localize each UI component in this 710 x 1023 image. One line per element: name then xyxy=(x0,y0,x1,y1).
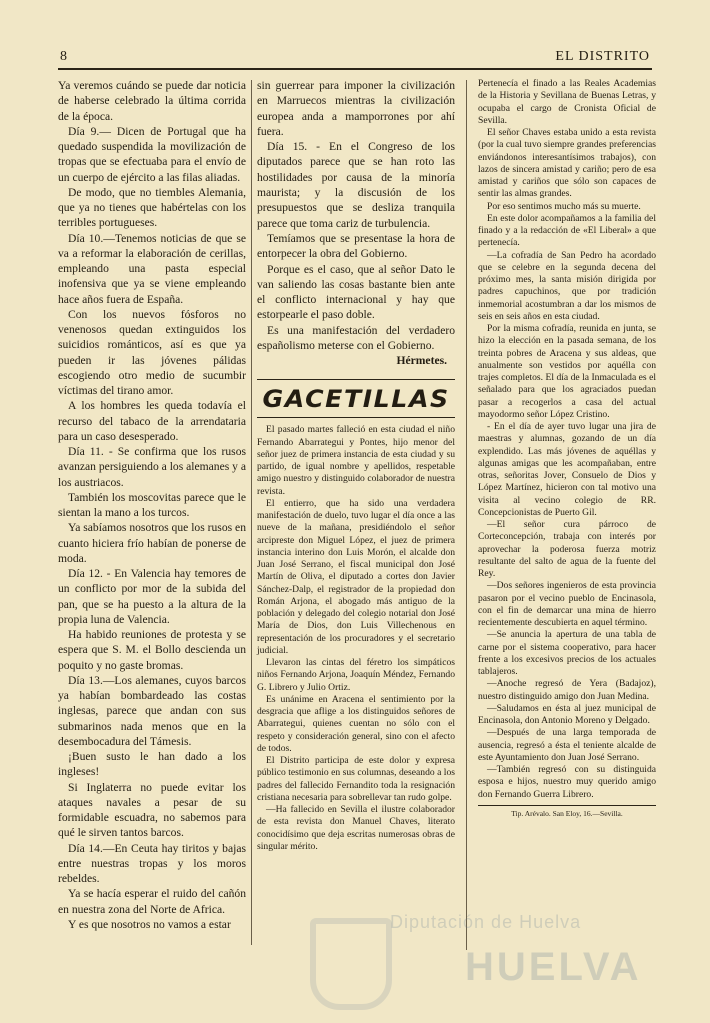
section-banner xyxy=(257,379,455,418)
paragraph: —El señor cura párroco de Corteconcepción, trabaja con interés por aprovechar la poderosa fuerza motriz resultante del salto de agua de la fuente del Rey. xyxy=(478,519,656,579)
paragraph: —La cofradía de San Pedro ha acordado que se celebre en la segunda decena del próximo mes, la santa misión dirigida por padres capuchinos, que por tradición inmemorial acostumbran a dar los mismos de seis en seis años en esta ciudad. xyxy=(478,249,656,322)
paragraph: De modo, que no tiembles Alemania, que ya no tienes que habértelas con los terribles portugueses. xyxy=(58,185,246,230)
paragraph: Es unánime en Aracena el sentimiento por la desgracia que aflige a los distinguidos señores de Abarrategui, quienes cuentan no sólo con el respeto y consideración general, sino con el afecto de todos. xyxy=(257,693,455,754)
paragraph: Por la misma cofradía, reunida en junta, se hizo la elección en la pasada semana, de los treinta pobres de Aracena y sus aldeas, que anualmente son vestidos por aquélla con trajes completos. El día de la Inmaculada es el señalado para que los agraciados puedan pasar a recogerlos a casa del actual mayodormo señor López Cristino. xyxy=(478,323,656,420)
paragraph: A los hombres les queda todavía el recurso del tabaco de la arrendataria para un caso desesperado. xyxy=(58,399,246,443)
paragraph: Ya se hacía esperar el ruido del cañón en nuestra zona del Norte de Africa. xyxy=(58,887,246,916)
paragraph: También los moscovitas parece que le sientan la mano a los turcos. xyxy=(58,490,246,519)
paragraph: Con los nuevos fósforos no venenosos quedan extinguidos los suicidios románticos, así es que ya pueden ir las jóvenes pálidas escogiendo otro medio de sucumbir víctimas del tirano amor. xyxy=(58,307,246,397)
paragraph: El entierro, que ha sido una verdadera manifestación de duelo, tuvo lugar el día once a las nueve de la mañana, presidiéndolo el señor arcipreste don Miguel López, el juez de primera instancia interino don Luis Morón, el alcalde don Juan José Serrano, el fiscal municipal don José Martín de Oliva, el diputado a cortes don Javier Sánchez-Dalp, el registrador de la propiedad don Román Arjona, el abogado más antiguo de la población y delegado del colegio notarial don José María de Dios, don Luis Villechenous en representación de los procuradores y el secretario judicial. xyxy=(257,497,455,656)
paragraph: Día 9.— Dicen de Portugal que ha quedado suspendida la movilización de tropas que se efectuaba para el envío de un cuerpo de ejército a las filas aliadas. xyxy=(58,124,246,184)
publication-title: EL DISTRITO xyxy=(555,49,650,64)
printer-imprint: Tip. Arévalo. San Eloy, 16.—Sevilla. xyxy=(478,805,656,818)
paragraph: Ya sabíamos nosotros que los rusos en cuanto hiciera frío habían de ponerse de moda. xyxy=(58,521,246,565)
page-header xyxy=(60,49,650,69)
paragraph: —También regresó con su distinguida esposa e hijos, nuestro muy querido amigo don Fernando Guerra Librero. xyxy=(478,764,656,800)
paragraph: sin guerrear para imponer la civilización en Marruecos mientras la civilización europea anda a mamporrones por ahí fuera. xyxy=(257,79,455,138)
paragraph: El señor Chaves estaba unido a esta revista (por la cual tuvo siempre grandes preferencias enviándonos interesantísimos trabajos), con lazos de sincera amistad y cariño; pero de esa amistad y cariños que sólo son capaces de sentir las almas grandes. xyxy=(478,127,656,200)
column-middle xyxy=(257,78,455,853)
paragraph: Por eso sentimos mucho más su muerte. xyxy=(487,200,641,212)
header-rule xyxy=(58,68,652,70)
watermark-shield-icon xyxy=(310,918,392,1010)
paragraph: Día 12. - En Valencia hay temores de un conflicto por mor de la subida del pan, que se ha puesto a la altura de la propia luna de Valencia. xyxy=(58,567,246,626)
watermark-text: Diputación de Huelva xyxy=(390,912,582,932)
paragraph: En este dolor acompañamos a la familia del finado y a la redacción de «El Liberal» a que pertenecía. xyxy=(478,212,656,249)
column-right xyxy=(478,78,656,818)
paragraph: Temíamos que se presentase la hora de entorpecer la obra del Gobierno. xyxy=(257,231,455,261)
column-divider xyxy=(466,80,467,950)
paragraph: Pertenecía el finado a las Reales Academias de la Historia y Sevillana de Buenas Letras, y ocupaba el cargo de Cronista Oficial de Sevilla. xyxy=(478,78,656,126)
paragraph: El pasado martes falleció en esta ciudad el niño Fernando Abarrategui y Pontes, hijo menor del señor juez de primera instancia de esta ciudad y su partido, de igual nombre y apellidos, respetable amigo nuestro y distinguido colaborador de nuestra revista. xyxy=(257,424,455,497)
watermark-logo-text: HUELVA xyxy=(465,945,642,989)
paragraph: Día 15. - En el Congreso de los diputados parece que se han roto las hostilidades por causa de la minoría maurista; y la discusión de los presupuestos que se desliza tranquila parece que toma cariz de turbulencia. xyxy=(257,140,455,230)
column-left xyxy=(58,78,246,932)
paragraph: Día 14.—En Ceuta hay tiritos y bajas entre nuestras tropas y los moros rebeldes. xyxy=(58,841,246,885)
paragraph: ¡Buen susto le han dado a los ingleses! xyxy=(58,750,246,779)
section-title: GACETILLAS xyxy=(262,385,450,414)
page-number: 8 xyxy=(60,49,67,64)
paragraph: Y es que nosotros no vamos a estar xyxy=(68,917,231,931)
paragraph: Es una manifestación del verdadero españolismo meterse con el Gobierno. xyxy=(257,323,455,353)
column-divider xyxy=(251,80,252,945)
paragraph: —Dos señores ingenieros de esta provincia pasaron por el vecino pueblo de Encinasola, con el fin de demarcar una mina de hierro recientemente descubierta en aquel término. xyxy=(478,580,656,628)
paragraph: —Anoche regresó de Yera (Badajoz), nuestro distinguido amigo don Juan Medina. xyxy=(478,678,656,702)
paragraph: —Ha fallecido en Sevilla el ilustre colaborador de esta revista don Manuel Chaves, literato conocidísimo que deja escritas numerosas obras de singular mérito. xyxy=(257,804,455,852)
paragraph: Día 11. - Se confirma que los rusos avanzan persiguiendo a los alemanes y a los austriacos. xyxy=(58,445,247,489)
paragraph: Llevaron las cintas del féretro los simpáticos niños Fernando Arjona, Joaquín Méndez, Fernando G. Librero y Julio Ortiz. xyxy=(257,657,455,693)
paragraph: —Se anuncia la apertura de una tabla de carne por el sistema cooperativo, para hacer frente a los excesivos precios de los actuales tablajeros. xyxy=(478,629,656,677)
paragraph: Ya veremos cuándo se puede dar noticia de haberse celebrado la última corrida de la época. xyxy=(58,79,246,123)
author-signature: Hérmetes. xyxy=(396,354,447,368)
paragraph: —Después de una larga temporada de ausencia, regresó a ésta el teniente alcalde de este Ayuntamiento don Juan José Serrano. xyxy=(478,727,656,763)
paragraph: Día 13.—Los alemanes, cuyos barcos ya habían bombardeado las costas inglesas, parece que andan con sus submarinos nada menos que en la desembocadura del Támesis. xyxy=(58,673,246,748)
paragraph: - En el día de ayer tuvo lugar una jira de maestras y alumnas, gozando de un día explendido. Las más jóvenes de aquéllas y algunas amigas que les acompañaban, entre otras, señoritas Jover, Consuelo de Dios y López Martínez, hicieron con tal motivo una visita al vecino colegio de RR. Concepcionistas de Puerto Gil. xyxy=(478,421,656,518)
paragraph: Si Inglaterra no puede evitar los ataques navales a pesar de su formidable escuadra, no sabemos para qué le sirven tantos barcos. xyxy=(58,780,246,840)
paragraph: Ha habido reuniones de protesta y se espera que S. M. el Bollo descienda un poquito y no gaste bromas. xyxy=(58,628,246,672)
paragraph: Día 10.—Tenemos noticias de que se va a reformar la elaboración de cerillas, empleando una pasta especial inofensiva que ya se viene empleando hace años fuera de España. xyxy=(58,231,246,306)
paragraph: El Distrito participa de este dolor y expresa público testimonio en sus columnas, deseando a los padres del fallecido Fernandito toda la resignación cristiana necesaria para sobrellevar tan rudo golpe. xyxy=(257,755,455,803)
paragraph: Porque es el caso, que al señor Dato le van saliendo las cosas bastante bien ante el conflicto internacional y hay que estorpearle el paso doble. xyxy=(257,262,455,322)
paragraph: —Saludamos en ésta al juez municipal de Encinasola, don Antonio Moreno y Delgado. xyxy=(478,702,656,726)
